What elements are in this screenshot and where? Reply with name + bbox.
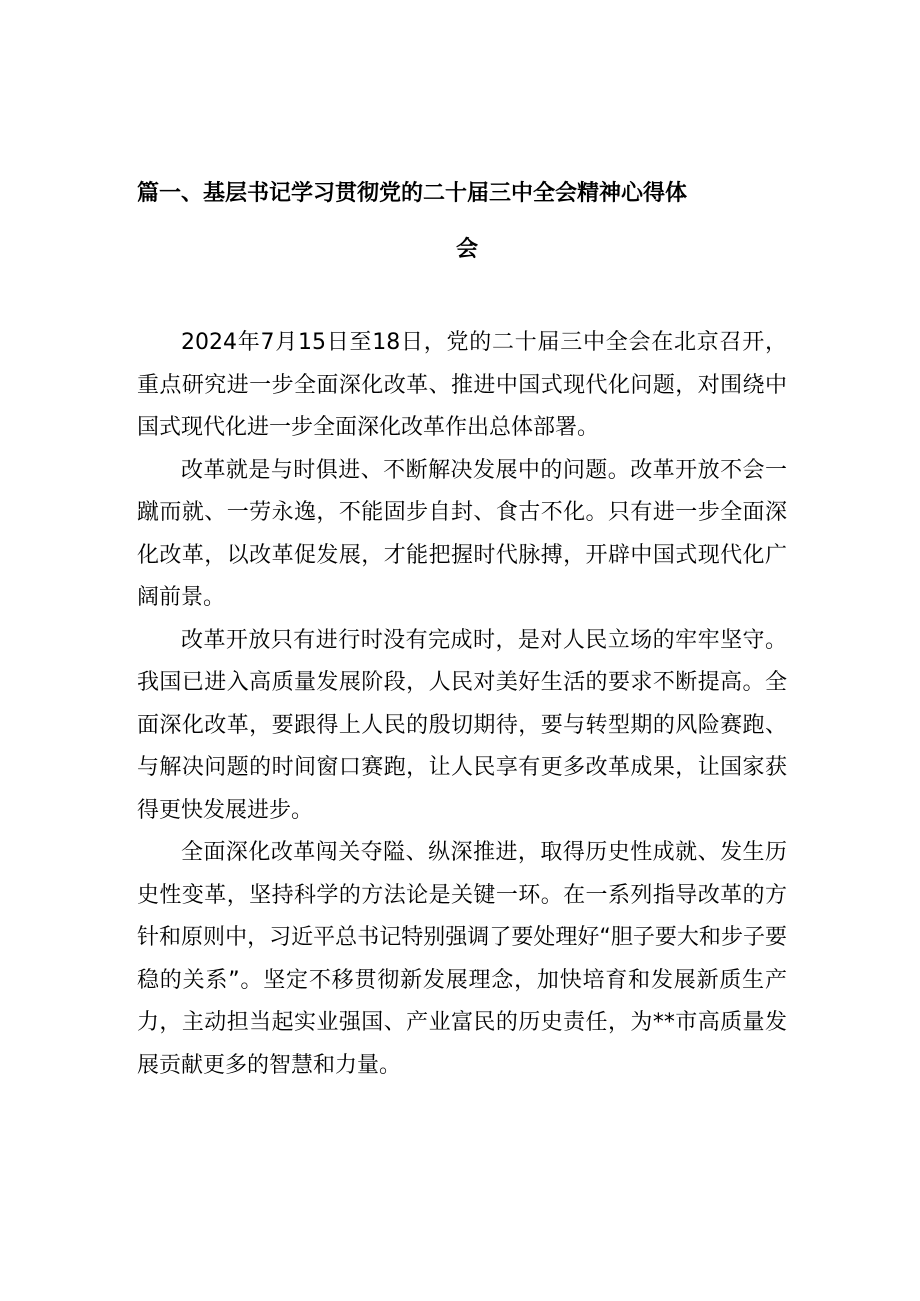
paragraph-4: 全面深化改革闯关夺隘、纵深推进，取得历史性成就、发生历史性变革，坚持科学的方法论是关键一环。在一系列指导改革的方针和原则中，习近平总书记特别强调了要处理好“胆子要大和步子要稳的关系”。坚定不移贯彻新发展理念，加快培育和发展新质生产力，主动担当起实业强国、产业富民的历史责任，为**市高质量发展贡献更多的智慧和力量。 [137,840,787,1078]
paragraph-2: 改革就是与时俱进、不断解决发展中的问题。改革开放不会一蹴而就、一劳永逸，不能固步自封、食古不化。只有进一步全面深化改革，以改革促发展，才能把握时代脉搏，开辟中国式现代化广阔前景。 [137,457,787,610]
document-title [137,166,797,278]
title-line-2: 会 [455,237,478,262]
document-body [137,322,787,1087]
paragraph-3: 改革开放只有进行时没有完成时，是对人民立场的牢牢坚守。我国已进入高质量发展阶段，人民对美好生活的要求不断提高。全面深化改革，要跟得上人民的殷切期待，要与转型期的风险赛跑、与解决问题的时间窗口赛跑，让人民享有更多改革成果，让国家获得更快发展进步。 [137,627,787,823]
paragraph-1: 2024年7月15日至18日，党的二十届三中全会在北京召开，重点研究进一步全面深化改革、推进中国式现代化问题，对围绕中国式现代化进一步全面深化改革作出总体部署。 [137,330,787,440]
title-line-1: 篇一、基层书记学习贯彻党的二十届三中全会精神心得体 [137,181,688,206]
